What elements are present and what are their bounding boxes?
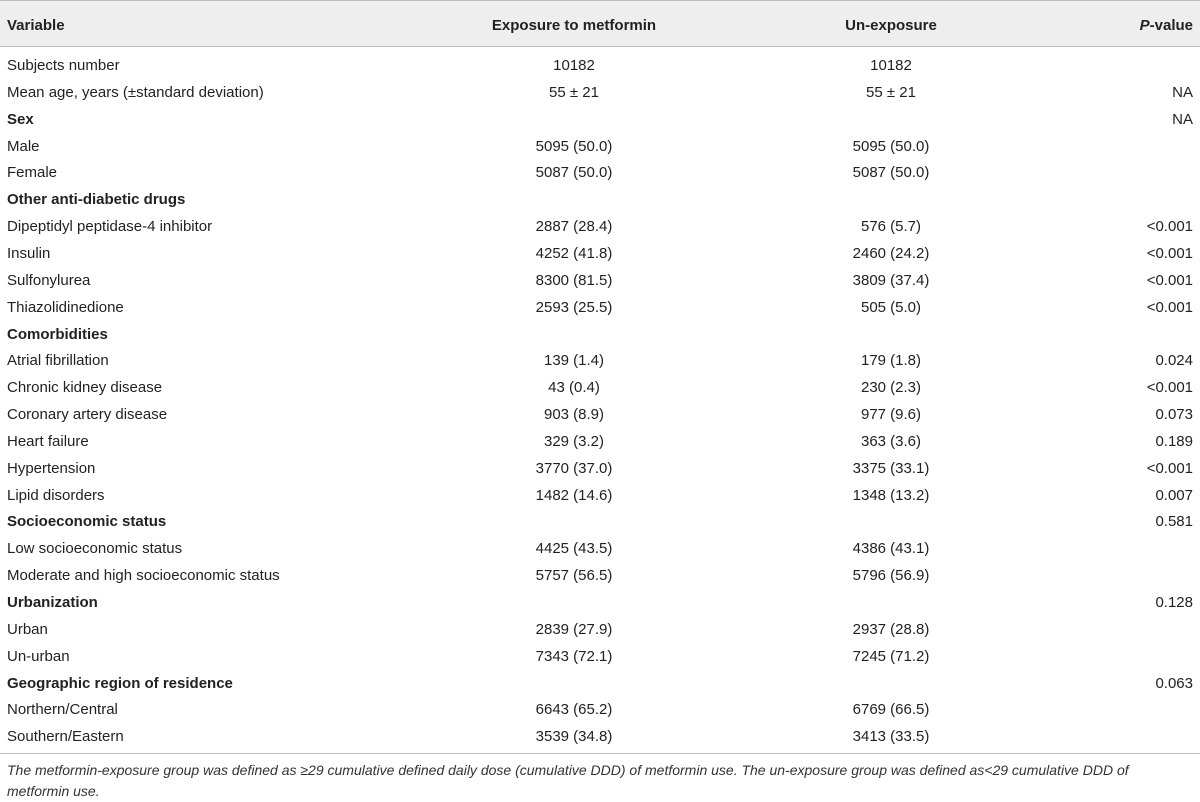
cell-variable: Sulfonylurea bbox=[7, 272, 91, 289]
cell-p-value: NA bbox=[1172, 111, 1193, 128]
cell-variable: Heart failure bbox=[7, 433, 89, 450]
cell-p-value: <0.001 bbox=[1146, 245, 1193, 262]
cell-exposed: 8300 (81.5) bbox=[535, 272, 613, 289]
cell-p-value: 0.073 bbox=[1155, 406, 1193, 423]
cell-p-value: 0.007 bbox=[1155, 487, 1193, 504]
p-letter: P bbox=[1139, 17, 1150, 34]
cell-exposed: 903 (8.9) bbox=[543, 406, 605, 423]
cell-unexposed: 576 (5.7) bbox=[860, 218, 922, 235]
cell-p-value: NA bbox=[1172, 84, 1193, 101]
cell-unexposed: 5087 (50.0) bbox=[852, 164, 930, 181]
cell-unexposed: 55 ± 21 bbox=[866, 84, 916, 101]
section-heading: Socioeconomic status bbox=[7, 513, 167, 530]
cell-p-value: <0.001 bbox=[1146, 272, 1193, 289]
cell-variable: Un-urban bbox=[7, 648, 70, 665]
cell-variable: Subjects number bbox=[7, 57, 120, 74]
cell-unexposed: 2937 (28.8) bbox=[852, 621, 930, 638]
cell-variable: Dipeptidyl peptidase-4 inhibitor bbox=[7, 218, 213, 235]
cell-variable: Coronary artery disease bbox=[7, 406, 168, 423]
cell-unexposed: 505 (5.0) bbox=[860, 299, 922, 316]
cell-exposed: 2593 (25.5) bbox=[535, 299, 613, 316]
cell-variable: Insulin bbox=[7, 245, 51, 262]
cell-variable: Northern/Central bbox=[7, 701, 118, 718]
column-header-p-value bbox=[1140, 17, 1193, 35]
cell-unexposed: 1348 (13.2) bbox=[852, 487, 930, 504]
cell-variable: Lipid disorders bbox=[7, 487, 105, 504]
cell-variable: Low socioeconomic status bbox=[7, 540, 183, 557]
cell-exposed: 55 ± 21 bbox=[549, 84, 599, 101]
cell-p-value: <0.001 bbox=[1146, 299, 1193, 316]
cell-unexposed: 3413 (33.5) bbox=[852, 728, 930, 745]
cell-variable: Southern/Eastern bbox=[7, 728, 124, 745]
cell-exposed: 1482 (14.6) bbox=[535, 487, 613, 504]
column-header-variable: Variable bbox=[7, 17, 65, 34]
cell-exposed: 5087 (50.0) bbox=[535, 164, 613, 181]
cell-exposed: 5095 (50.0) bbox=[535, 138, 613, 155]
cell-variable: Chronic kidney disease bbox=[7, 379, 163, 396]
cell-unexposed: 2460 (24.2) bbox=[852, 245, 930, 262]
table-header-rule bbox=[0, 46, 1200, 47]
cell-exposed: 10182 bbox=[553, 57, 595, 74]
cell-variable: Moderate and high socioeconomic status bbox=[7, 567, 280, 584]
cell-variable: Mean age, years (±standard deviation) bbox=[7, 84, 264, 101]
column-header-exposure: Exposure to metformin bbox=[491, 17, 657, 34]
cell-unexposed: 3809 (37.4) bbox=[852, 272, 930, 289]
cell-unexposed: 10182 bbox=[870, 57, 912, 74]
cell-variable: Hypertension bbox=[7, 460, 96, 477]
cell-unexposed: 6769 (66.5) bbox=[852, 701, 930, 718]
cell-variable: Atrial fibrillation bbox=[7, 352, 109, 369]
cell-exposed: 4252 (41.8) bbox=[535, 245, 613, 262]
cell-exposed: 2887 (28.4) bbox=[535, 218, 613, 235]
cell-exposed: 43 (0.4) bbox=[548, 379, 600, 396]
cell-variable: Urban bbox=[7, 621, 48, 638]
cell-variable: Thiazolidinedione bbox=[7, 299, 124, 316]
cell-p-value: 0.581 bbox=[1155, 513, 1193, 530]
cell-p-value: 0.128 bbox=[1155, 594, 1193, 611]
cell-exposed: 3770 (37.0) bbox=[535, 460, 613, 477]
table-footnote: The metformin-exposure group was defined as ≥29 cumulative defined daily dose (cumulative DDD) of metformin use. The un-exposure group was defined as<29 cumulative DDD of metformin use. bbox=[7, 762, 1129, 799]
cell-unexposed: 7245 (71.2) bbox=[852, 648, 930, 665]
cell-unexposed: 4386 (43.1) bbox=[852, 540, 930, 557]
cell-exposed: 2839 (27.9) bbox=[535, 621, 613, 638]
cell-unexposed: 3375 (33.1) bbox=[852, 460, 930, 477]
cell-exposed: 329 (3.2) bbox=[543, 433, 605, 450]
cell-exposed: 139 (1.4) bbox=[543, 352, 605, 369]
table-top-rule bbox=[0, 0, 1200, 1]
cell-p-value: <0.001 bbox=[1146, 218, 1193, 235]
cell-p-value: 0.063 bbox=[1155, 675, 1193, 692]
section-heading: Comorbidities bbox=[7, 326, 108, 343]
cell-unexposed: 230 (2.3) bbox=[860, 379, 922, 396]
cell-variable: Female bbox=[7, 164, 58, 181]
cell-p-value: 0.024 bbox=[1155, 352, 1193, 369]
cell-exposed: 3539 (34.8) bbox=[535, 728, 613, 745]
cell-exposed: 4425 (43.5) bbox=[535, 540, 613, 557]
cell-exposed: 6643 (65.2) bbox=[535, 701, 613, 718]
section-heading: Sex bbox=[7, 111, 34, 128]
column-header-unexposure: Un-exposure bbox=[845, 17, 937, 34]
section-heading: Other anti-diabetic drugs bbox=[7, 191, 186, 208]
cell-unexposed: 977 (9.6) bbox=[860, 406, 922, 423]
cell-unexposed: 179 (1.8) bbox=[860, 352, 922, 369]
cell-p-value: <0.001 bbox=[1146, 460, 1193, 477]
p-rest: -value bbox=[1149, 17, 1193, 34]
cell-variable: Male bbox=[7, 138, 40, 155]
cell-p-value: 0.189 bbox=[1155, 433, 1193, 450]
cell-exposed: 5757 (56.5) bbox=[535, 567, 613, 584]
section-heading: Urbanization bbox=[7, 594, 98, 611]
cell-unexposed: 363 (3.6) bbox=[860, 433, 922, 450]
cell-exposed: 7343 (72.1) bbox=[535, 648, 613, 665]
section-heading: Geographic region of residence bbox=[7, 675, 233, 692]
cell-unexposed: 5796 (56.9) bbox=[852, 567, 930, 584]
cell-unexposed: 5095 (50.0) bbox=[852, 138, 930, 155]
table-bottom-rule bbox=[0, 753, 1200, 754]
cell-p-value: <0.001 bbox=[1146, 379, 1193, 396]
